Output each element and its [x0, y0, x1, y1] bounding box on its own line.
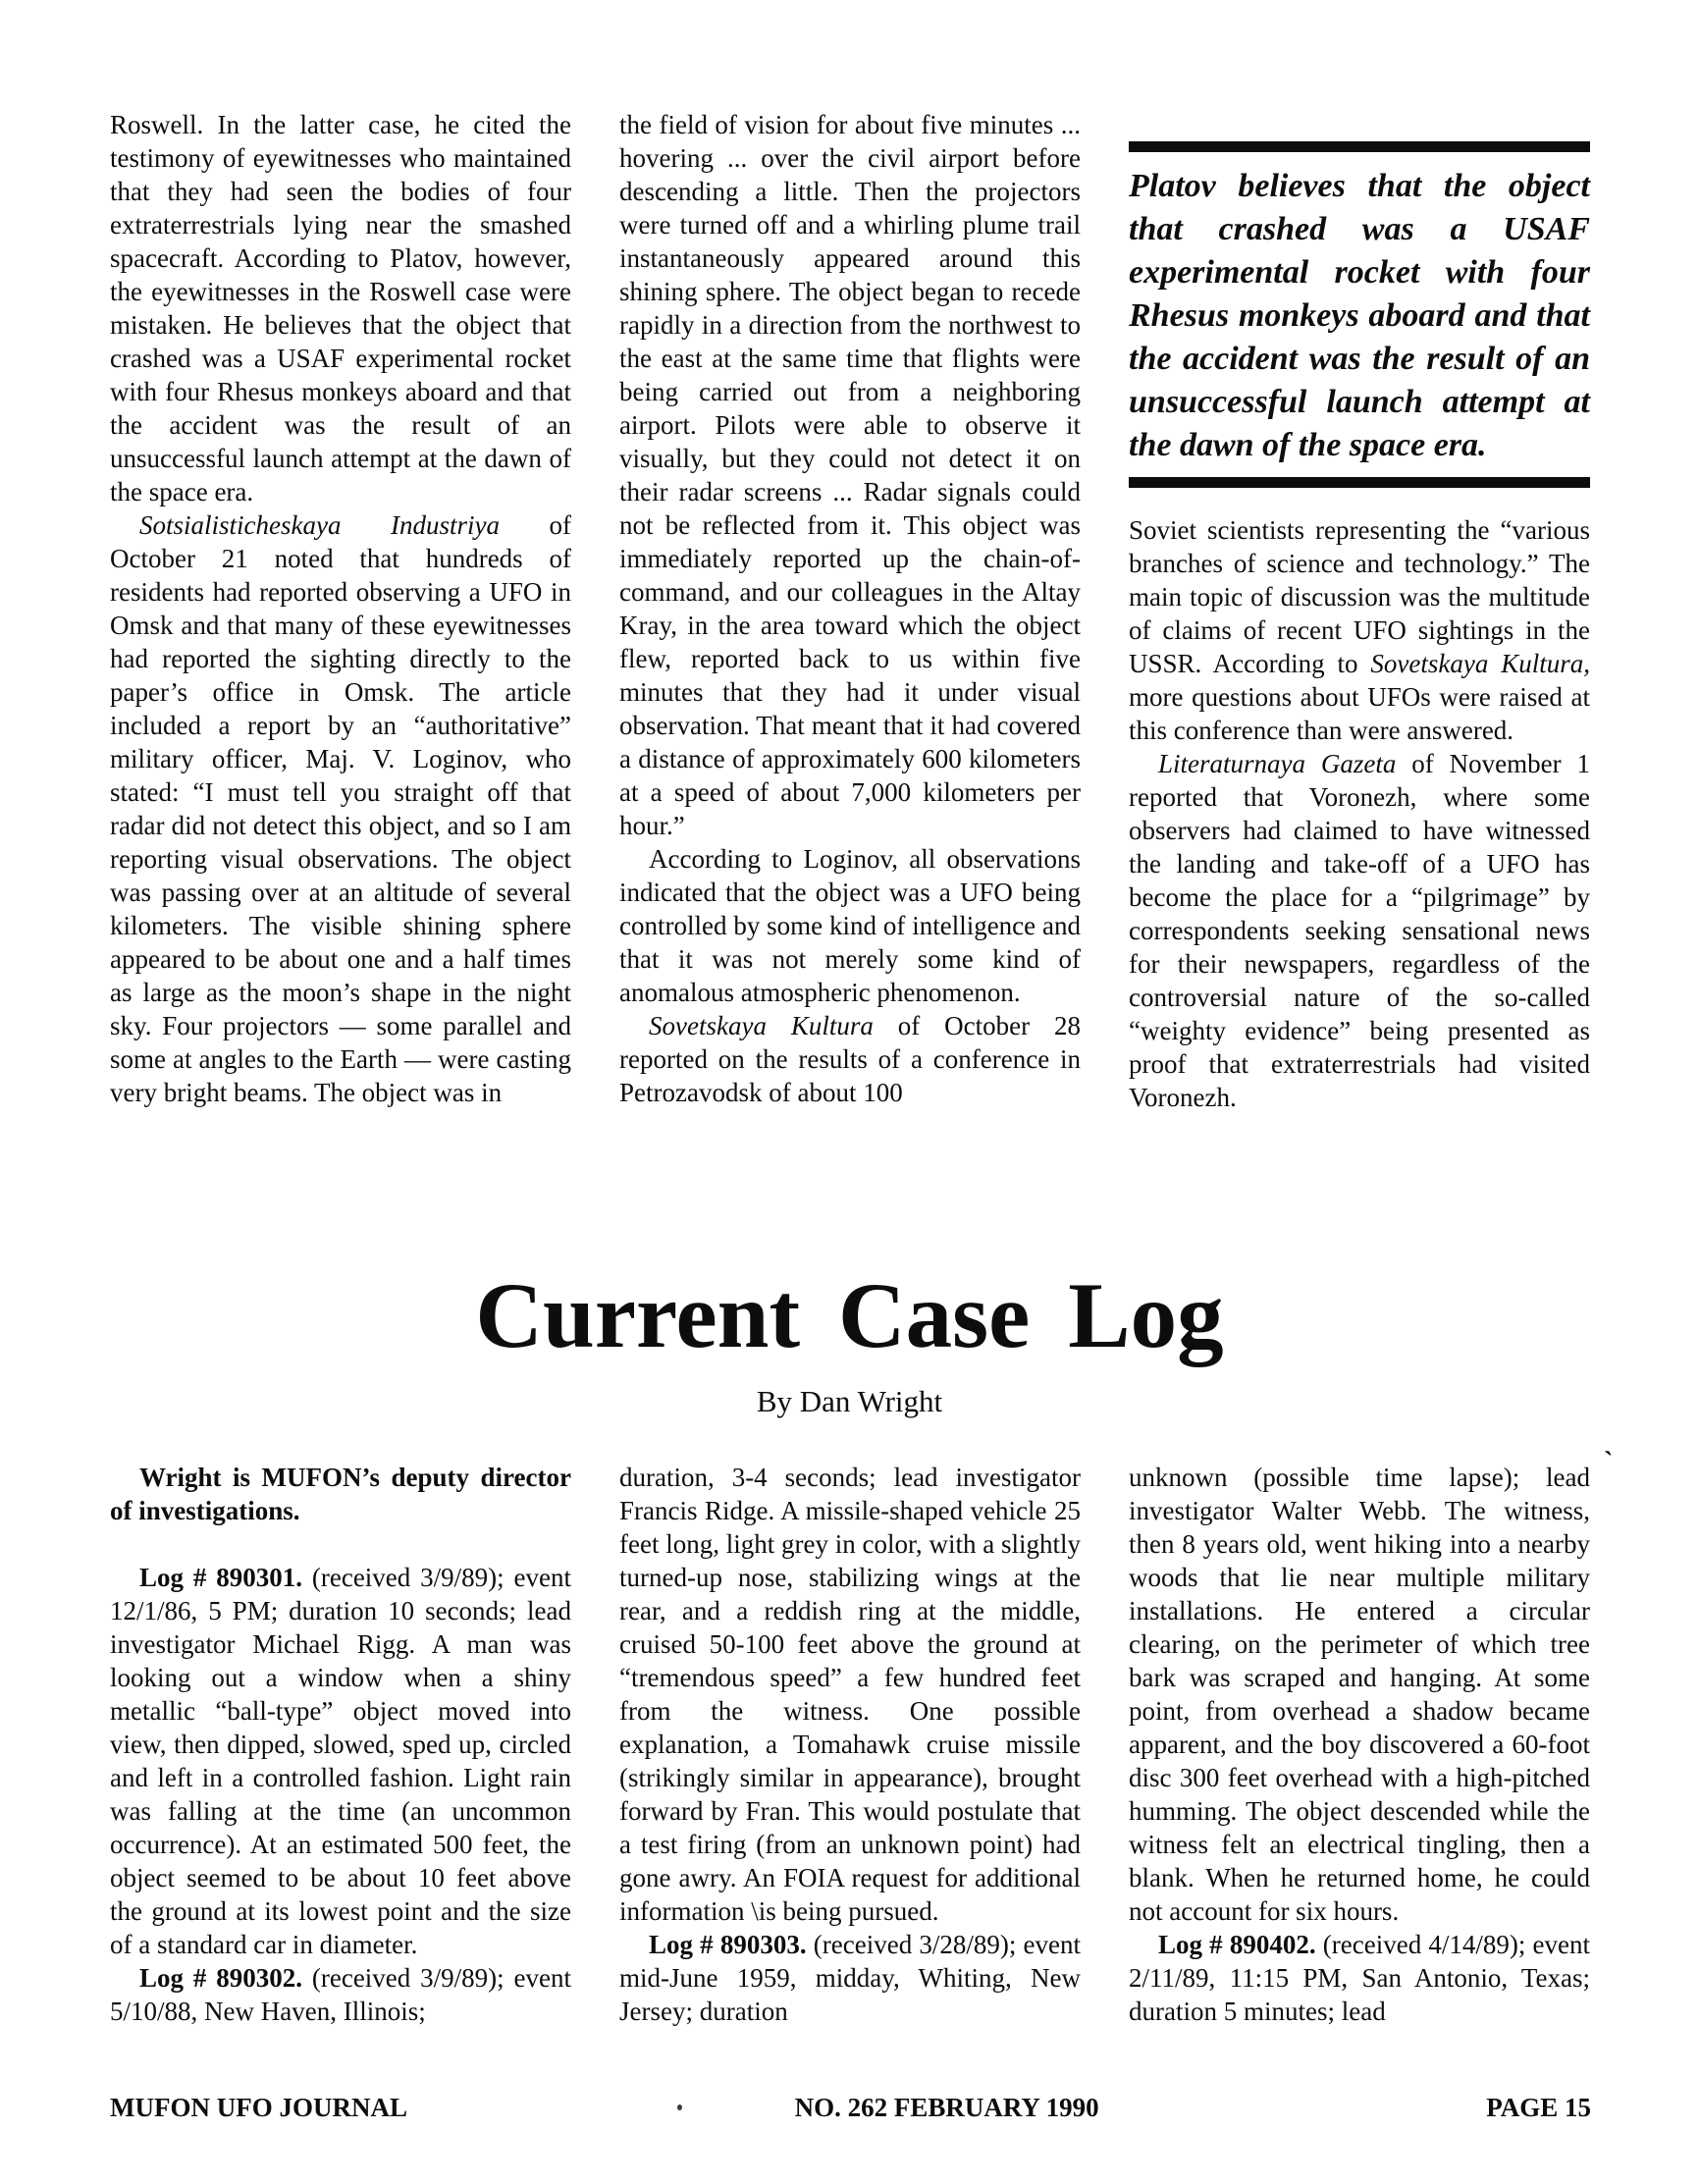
scan-artifact-mark: `	[1604, 1447, 1614, 1477]
paragraph-text: more questions about UFOs were raised at this conference than were answered.	[1129, 682, 1590, 745]
paragraph	[619, 1009, 1081, 1109]
author-note: Wright is MUFON’s deputy director of investigations.	[110, 1463, 571, 1525]
article-column-2	[619, 108, 1081, 1109]
page-footer	[110, 2092, 1591, 2123]
footer-journal-title: MUFON UFO JOURNAL	[110, 2093, 407, 2122]
paragraph	[110, 508, 571, 1109]
case-log-entry	[619, 1928, 1081, 2028]
log-number-label: Log # 890301.	[139, 1563, 302, 1592]
publication-name-italic: Sovetskaya Kultura,	[1370, 649, 1590, 678]
footer-page-number: PAGE 15	[1486, 2093, 1591, 2122]
log-number-label: Log # 890402.	[1158, 1930, 1316, 1959]
paragraph: Roswell. In the latter case, he cited the testimony of eyewitnesses who maintained that they had seen the bodies of four extraterrestrials lying near the smashed spacecraft. According to Platov, however, the eyewitnesses in the Roswell case were mistaken. He believes that the object that crashed was a USAF experimental rocket with four Rhesus monkeys aboard and that the accident was the result of an unsuccessful launch attempt at the dawn of the space era.	[110, 110, 571, 506]
paragraph-text: of October 21 noted that hundreds of residents had reported observing a UFO in Omsk and that many of these eyewitnesses had reported the sighting directly to the paper’s office in Omsk. The article included a report by an “authoritative” military officer, Maj. V. Loginov, who stated: “I must tell you straight off that radar did not detect this object, and so I am reporting visual observations. The object was passing over at an altitude of several kilometers. The visible shining sphere appeared to be about one and a half times as large as the moon’s shape in the night sky. Four projectors — some parallel and some at angles to the Earth — were casting very bright beams. The object was in	[110, 510, 571, 1107]
paragraph: the field of vision for about five minutes ... hovering ... over the civil airport before descending a little. Then the projectors were turned off and a whirling plume trail instantaneously appeared around this shining sphere. The object began to recede rapidly in a direction from the northwest to the east at the same time that flights were being carried out from a neighboring airport. Pilots were able to observe it visually, but they could not detect it on their radar screens ... Radar signals could not be reflected from it. This object was immediately reported up the chain-of-command, and our colleagues in the Altay Kray, in the area toward which the object flew, reported back to us within five minutes that they had it under visual observation. That meant that it had covered a distance of approximately 600 kilometers at a speed of about 7,000 kilometers per hour.”	[619, 110, 1081, 840]
case-log-column-2	[619, 1461, 1081, 2028]
log-entry-text: (received 3/9/89); event 5/10/88, New Haven, Illinois;	[110, 1963, 571, 2026]
log-number-label: Log # 890303.	[649, 1930, 807, 1959]
log-number-label: Log # 890302.	[139, 1963, 302, 1993]
case-log-title: Current Case Log	[475, 1263, 1224, 1367]
case-log-header	[0, 1263, 1699, 1419]
publication-name-italic: Literaturnaya Gazeta	[1158, 749, 1397, 778]
case-log-entry	[110, 1961, 571, 2028]
article-column-1	[110, 108, 571, 1109]
pull-quote-rule-bottom	[1129, 477, 1590, 488]
publication-name-italic: Sovetskaya Kultura	[649, 1011, 874, 1040]
paragraph	[1129, 747, 1590, 1114]
case-log-entry	[110, 1561, 571, 1961]
publication-name-italic: Sotsialisticheskaya Industriya	[139, 510, 500, 540]
log-entry-text: (received 3/28/89); event mid-June 1959, midday, Whiting, New Jersey; duration	[619, 1930, 1081, 2026]
case-log-column-1	[110, 1461, 571, 2028]
article-column-3	[1129, 108, 1590, 1114]
log-entry-text: (received 3/9/89); event 12/1/86, 5 PM; duration 10 seconds; lead investigator Michael Rigg. A man was looking out a window when a shiny metallic “ball-type” object moved into view, then dipped, slowed, sped up, circled and left in a controlled fashion. Light rain was falling at the time (an uncommon occurrence). At an estimated 500 feet, the object seemed to be about 10 feet above the ground at its lowest point and the size of a standard car in diameter.	[110, 1563, 571, 1959]
paragraph	[1129, 513, 1590, 747]
pull-quote-rule-top	[1129, 141, 1590, 152]
case-log-continuation: duration, 3-4 seconds; lead investigator Francis Ridge. A missile-shaped vehicle 25 feet long, light grey in color, with a slightly turned-up nose, stabilizing wings at the rear, and a reddish ring at the middle, cruised 50-100 feet above the ground at “tremendous speed” a few hundred feet from the witness. One possible explanation, a Tomahawk cruise missile (strikingly similar in appearance), brought forward by Fran. This would postulate that a test firing (from an unknown point) had gone awry. An FOIA request for additional information \is being pursued.	[619, 1463, 1081, 1926]
pull-quote: Platov believes that the object that crashed was a USAF experimental rocket with four Rhesus monkeys aboard and that the accident was the result of an unsuccessful launch attempt at the dawn of the space era.	[1129, 168, 1590, 463]
paragraph-text: of October 28 reported on the results of a conference in Petrozavodsk of about 100	[619, 1011, 1081, 1107]
footer-issue-date: NO. 262 FEBRUARY 1990	[794, 2093, 1099, 2122]
paragraph: According to Loginov, all observations indicated that the object was a UFO being controlled by some kind of intelligence and that it was not merely some kind of anomalous atmospheric phenomenon.	[619, 844, 1081, 1007]
case-log-column-3	[1129, 1461, 1590, 2028]
case-log-continuation: unknown (possible time lapse); lead investigator Walter Webb. The witness, then 8 years old, went hiking into a nearby woods that lie near multiple military installations. He entered a circular clearing, on the perimeter of which tree bark was scraped and hanging. At some point, from overhead a shadow became apparent, and the boy discovered a 60-foot disc 300 feet overhead with a high-pitched humming. The object descended while the witness felt an electrical tingling, then a blank. When he returned home, he could not account for six hours.	[1129, 1463, 1590, 1926]
case-log-entry	[1129, 1928, 1590, 2028]
paragraph-text: of November 1 reported that Voronezh, where some observers had claimed to have witnessed the landing and take-off of a UFO has become the place for a “pilgrimage” by correspondents seeking sensational news for their newspapers, regardless of the controversial nature of the so-called “weighty evidence” being presented as proof that extraterrestrials had visited Voronezh.	[1129, 749, 1591, 1112]
paragraph-text: Soviet scientists representing the “various branches of science and technology.” The main topic of discussion was the multitude of claims of recent UFO sightings in the USSR. According to	[1129, 515, 1590, 678]
case-log-byline: By Dan Wright	[756, 1383, 943, 1418]
log-entry-text: (received 4/14/89); event 2/11/89, 11:15 PM, San Antonio, Texas; duration 5 minutes; lead	[1129, 1930, 1590, 2026]
